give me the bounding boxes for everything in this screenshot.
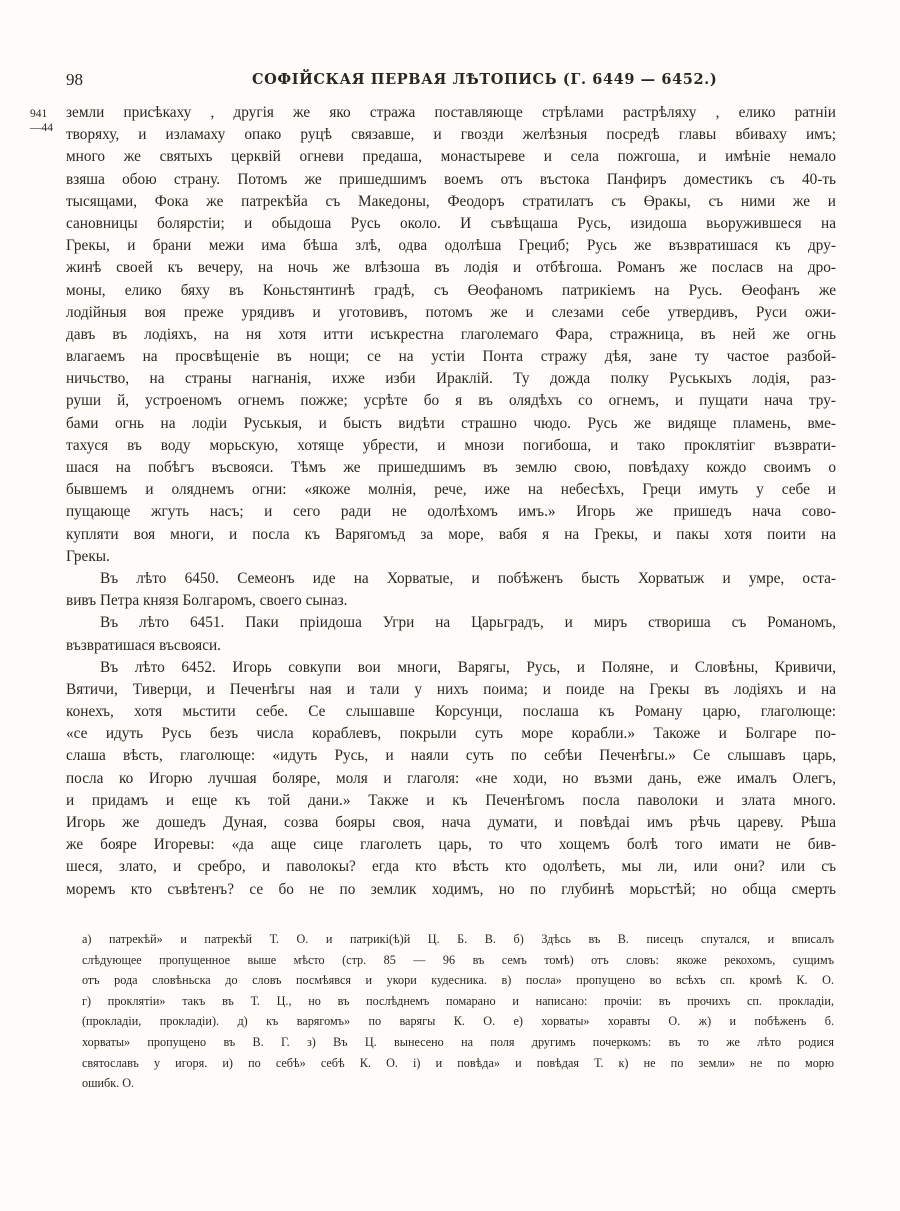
text-line: и придамъ и еще къ той дани.» Также и къ Печенѣгомъ посла паволоки и злата много. [66, 791, 836, 809]
text-line: купляти воя многи, и посла къ Варягомъд за море, вабя я на Грекы, и пакы хотя поити на [66, 525, 836, 543]
footnote-line: святославъ у игоря. и) по себѣ» себѣ К. О. і) и повѣда» и повѣдая Т. к) не по земли» не по морю [82, 1055, 834, 1070]
text-line: тахуся въ воду морьскую, хотяще убрести, и мнози погибоша, и тако проклятіиг възврати- [66, 436, 836, 454]
text-line: земли присѣкаху , другія же яко стража поставляюще стрѣлами растрѣляху , елико ратніи [66, 104, 836, 121]
text-line-year-6450: Въ лѣто 6450. Семеонъ иде на Хорватые, и побѣженъ бысть Хорватыж и умре, оста- [100, 569, 836, 587]
margin-year-start: 941 [30, 108, 48, 120]
text-line: бывшемъ и оляднемъ огни: «якоже молнія, рече, иже на небесѣхъ, Греци имуть у себе и [66, 481, 836, 499]
text-line: руши й, устроеномъ огнемъ пожже; усрѣте бо я въ олядѣхъ со огнемъ, и пущати нача тру- [66, 392, 836, 410]
margin-year-end: —44 [30, 122, 53, 134]
text-line: много же святыхъ церквій огневи предаша, монастыреве и села пожгоша, и имѣніе немало [66, 148, 836, 166]
text-line: творяху, и изламаху опако руцѣ связавше, и гвозди желѣзныя посредѣ главы вбиваху имъ; [66, 126, 836, 144]
text-line-year-6451: Въ лѣто 6451. Паки пріидоша Угри на Царьградъ, и миръ створиша съ Романомъ, [100, 614, 836, 632]
text-line: «се идуть Русь безъ числа кораблевъ, покрыли суть море корабли.» Такоже и Болгаре по- [66, 725, 836, 743]
text-line: лодійныя воя преже урядивъ и уготовивъ, потомъ же и слезами себе утвердивъ, Руси ожи- [66, 303, 836, 321]
text-line: жинѣ своей къ вечеру, на ночь же влѣзоша въ лодія и отбѣгоша. Романъ же посласв на дро- [66, 259, 836, 277]
footnote-line: отъ рода словѣньска до словъ посмѣявся и укори кудесника. в) посла» пропущено во всѣхъ сп. кромѣ К. О. [82, 973, 834, 988]
text-line: Игорь же дошедъ Дуная, созва бояры своя, нача думати, и повѣдаі имъ рѣчь цареву. Рѣша [66, 814, 836, 831]
text-line: шеся, злато, и сребро, и паволокы? егда кто вѣсть кто одолѣеть, мы ли, или они? или съ [66, 858, 836, 876]
text-line-year-6452: Въ лѣто 6452. Игорь совкупи вои многи, Варягы, Русь, и Поляне, и Словѣны, Кривичи, [100, 658, 836, 676]
footnote-line: а) патрекѣй» и патрекѣй Т. О. и патрикі(ѣ)й Ц. Б. В. б) Здѣсь въ В. писецъ спутался, и вписалъ [82, 932, 834, 946]
text-line: сановницы болярстіи; и обыдоша Русь около. И съвѣщаша Русь, изидоша вьоружившеся на [66, 214, 836, 232]
text-line: бами огнь на лодіи Руськыя, и бысть видѣти страшно чюдо. Русь же видяще пламень, вме- [66, 414, 836, 432]
text-line: тысящами, Фока же патрекѣйа съ Македоны, Феодоръ стратилатъ съ Өракы, съ ними же и [66, 192, 836, 210]
page-number: 98 [66, 70, 83, 89]
footnote-line: ошибк. О. [82, 1076, 135, 1091]
footnote-line: хорваты» пропущено въ В. Г. з) Въ Ц. вынесено на поля другимъ почеркомъ: въ то же лѣто родися [82, 1034, 834, 1049]
text-line: Грекы, и брани межи има бѣша злѣ, одва одолѣша Грециб; Русь же възвратишася къ дру- [66, 237, 836, 255]
text-line: посла ко Игорю лучшая боляре, моля и глаголя: «не ходи, но възми дань, еже ималъ Олегъ, [66, 769, 836, 787]
footnote-line: г) проклятіи» такъ въ Т. Ц., но въ послѣднемъ помарано и написано: прочіи: въ прочихъ сп. прокладіи, [82, 993, 834, 1008]
footnote-line: слѣдующее пропущенное выше мѣсто (стр. 85 — 96 въ семъ томѣ) отъ словъ: якоже рекохомъ, сущимъ [82, 952, 834, 967]
text-line: же бояре Игоревы: «да аще сице глаголеть царь, то что хощемъ болѣ того имати не бив- [66, 836, 836, 854]
text-line: Грекы. [66, 547, 110, 565]
text-line: моремъ кто съвѣтенъ? се бо не по землик ходимъ, но по глубинѣ морьстѣй; но обща смерть [66, 880, 836, 898]
text-line: Вятичи, Тиверци, и Печенѣгы ная и тали у нихъ поима; и поиде на Грекы въ лодіяхъ и на [66, 680, 836, 698]
text-line: конехъ, хотя мьстити себе. Се слышавше Корсунци, послаша къ Роману царю, глаголюще: [66, 703, 836, 721]
text-line: пущающе жгуть насъ; и сего ради не одолѣхомъ имъ.» Игорь же пришедъ нача сово- [66, 503, 836, 521]
text-line: моны, елико бяху въ Коньстянтинѣ градѣ, съ Өеофаномъ патрикіемъ на Русь. Өеофанъ же [66, 281, 836, 299]
main-text [66, 102, 836, 901]
footnotes [82, 929, 834, 1094]
text-line: взяша обою страну. Потомъ же пришедшимъ воемъ отъ въстока Панфиръ доместикъ съ 40-ть [66, 170, 836, 188]
text-line: давъ въ лодіяхъ, на ня хотя итти исъкрестна глаголемаго Фара, стражница, въ ней же огнь [66, 325, 836, 343]
running-title: СОФІЙСКАЯ ПЕРВАЯ ЛѢТОПИСЬ (Г. 6449 — 6452.) [252, 71, 718, 88]
text-line: ничьство, на страны нагнанія, ихже изби Ираклій. Ту дожда полку Руськыхъ лодія, раз- [66, 370, 836, 388]
text-line: слаша вѣсть, глаголюще: «идуть Русь, и наяли суть по себѣи Печенѣгы.» Се слышавъ царь, [66, 747, 836, 765]
footnote-line: (прокладіи, прокладіи). д) къ варягомъ» по варягы К. О. е) хорваты» хоравты О. ж) и побѣженъ б. [82, 1014, 834, 1029]
text-line: влагаемъ на просвѣщеніе въ нощи; се на устіи Понта стражу дѣя, зане ту частое разбой- [66, 348, 836, 366]
text-line: шася на побѣгъ въсвояси. Тѣмъ же пришедшимъ въ землю свою, повѣдаху кождо своимъ о [66, 459, 836, 476]
text-line: вивъ Петра князя Болгаромъ, своего сыназ. [66, 592, 348, 610]
page-header [62, 70, 842, 96]
text-line: възвратишася въсвояси. [66, 636, 222, 654]
